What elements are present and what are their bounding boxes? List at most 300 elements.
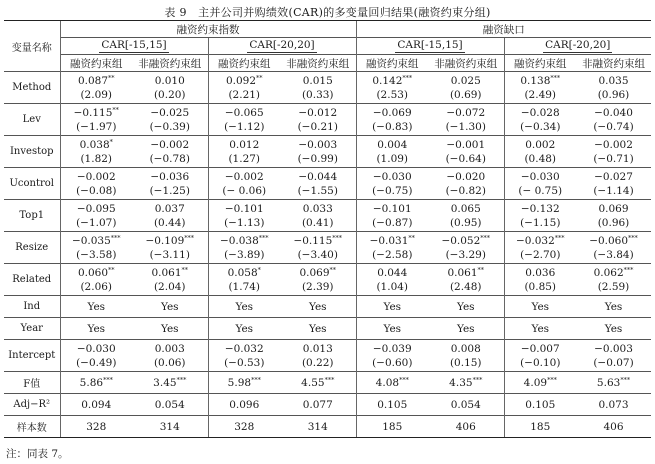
- coefficient: [209, 202, 281, 216]
- t-statistic: (−3.84): [593, 248, 634, 261]
- regression-table: [4, 20, 651, 438]
- stat-cell: [356, 372, 428, 394]
- coef-cell: [280, 232, 356, 264]
- window-header: CAR[-20,20]: [208, 38, 356, 55]
- t-statistic: (2.48): [449, 280, 482, 293]
- coefficient: [132, 342, 208, 356]
- coef-value: 0.036: [525, 266, 556, 279]
- t-statistic: (−1.14): [593, 184, 634, 197]
- coefficient: [61, 342, 133, 356]
- stat-value: 0.096: [229, 398, 260, 411]
- coef-cell: [428, 136, 504, 168]
- fixed-effect-cell: Yes: [60, 296, 132, 318]
- t-statistic: (2.06): [80, 280, 113, 293]
- t-statistic: (−0.64): [445, 152, 486, 165]
- stat-cell: [208, 394, 280, 416]
- fixed-effect-cell: Yes: [356, 318, 428, 340]
- significance-stars: **: [329, 265, 337, 274]
- coef-cell: [60, 168, 132, 200]
- coef-value: −0.027: [594, 170, 633, 183]
- coef-value: −0.072: [446, 106, 486, 119]
- coefficient: [280, 74, 356, 88]
- coef-cell: [132, 232, 208, 264]
- row-variable-name: Ind: [4, 296, 60, 318]
- t-statistic: (−0.60): [372, 356, 413, 369]
- coef-value: 0.138: [520, 74, 551, 87]
- t-statistic: (0.96): [597, 216, 630, 229]
- coef-value: −0.095: [76, 202, 116, 215]
- coef-value: 0.069: [598, 202, 629, 215]
- coefficient: [357, 342, 429, 356]
- coef-cell: [356, 72, 428, 104]
- t-statistic: (−1.97): [76, 120, 117, 133]
- fixed-effect-cell: Yes: [60, 318, 132, 340]
- coef-value: −0.032: [515, 234, 555, 247]
- coef-value: −0.040: [594, 106, 633, 119]
- coef-cell: [576, 136, 651, 168]
- stat-cell: [208, 416, 280, 438]
- t-statistic: (−0.21): [297, 120, 338, 133]
- coefficient: [576, 342, 651, 356]
- coef-cell: [356, 168, 428, 200]
- stat-cell: [132, 394, 208, 416]
- coef-value: −0.003: [298, 138, 338, 151]
- coefficient: [357, 266, 429, 280]
- t-statistic: (−0.83): [372, 120, 413, 133]
- coef-value: −0.003: [594, 342, 633, 355]
- coef-value: −0.060: [589, 234, 629, 247]
- coef-value: −0.101: [372, 202, 412, 215]
- coefficient: [132, 234, 208, 248]
- significance-stars: ***: [176, 375, 187, 384]
- row-variable-name: Method: [4, 72, 60, 104]
- fixed-effect-cell: Yes: [428, 318, 504, 340]
- coef-cell: [208, 200, 280, 232]
- coef-value: −0.020: [446, 170, 486, 183]
- coef-value: −0.028: [520, 106, 560, 119]
- coef-value: 0.069: [299, 266, 330, 279]
- coef-cell: [208, 136, 280, 168]
- coef-cell: [132, 104, 208, 136]
- coefficient: [357, 170, 429, 184]
- coef-value: −0.109: [145, 234, 185, 247]
- coef-value: 0.061: [151, 266, 182, 279]
- coefficient: [132, 106, 208, 120]
- coefficient: [61, 138, 133, 152]
- stat-value: 5.63: [596, 376, 621, 389]
- t-statistic: (1.09): [376, 152, 409, 165]
- coefficient: [280, 106, 356, 120]
- coef-cell: [356, 232, 428, 264]
- coefficient: [576, 202, 651, 216]
- stat-cell: [132, 372, 208, 394]
- significance-stars: ***: [110, 233, 121, 242]
- stat-value: 3.45: [153, 376, 177, 389]
- coef-cell: [208, 264, 280, 296]
- coefficient: [209, 342, 281, 356]
- coef-cell: [576, 264, 651, 296]
- coef-value: −0.052: [441, 234, 481, 247]
- coefficient: [132, 138, 208, 152]
- stat-cell: [504, 416, 576, 438]
- t-statistic: (−1.55): [297, 184, 338, 197]
- significance-stars: ***: [258, 233, 269, 242]
- coef-cell: [504, 232, 576, 264]
- coefficient: [357, 106, 429, 120]
- significance-stars: ***: [554, 233, 565, 242]
- table-row: [4, 340, 651, 372]
- coef-value: −0.115: [73, 106, 113, 119]
- coef-value: −0.069: [372, 106, 412, 119]
- coef-value: 0.025: [450, 74, 481, 87]
- t-statistic: (0.69): [449, 88, 482, 101]
- fixed-effect-cell: Yes: [504, 296, 576, 318]
- coef-value: −0.044: [298, 170, 338, 183]
- stat-value: 0.054: [450, 398, 481, 411]
- coefficient: [357, 138, 429, 152]
- t-statistic: (0.22): [301, 356, 334, 369]
- coef-value: 0.003: [154, 342, 185, 355]
- stat-value: 0.105: [377, 398, 408, 411]
- t-statistic: (0.48): [524, 152, 557, 165]
- coef-cell: [208, 72, 280, 104]
- t-statistic: (1.27): [228, 152, 261, 165]
- coef-value: 0.035: [598, 74, 629, 87]
- t-statistic: (−0.08): [76, 184, 117, 197]
- coef-value: −0.025: [150, 106, 190, 119]
- t-statistic: (− 0.75): [518, 184, 563, 197]
- coef-value: 0.015: [302, 74, 333, 87]
- coef-cell: [428, 340, 504, 372]
- t-statistic: (0.33): [301, 88, 334, 101]
- significance-stars: ***: [550, 73, 561, 82]
- stat-value: 185: [530, 420, 551, 433]
- coef-value: −0.132: [520, 202, 560, 215]
- coef-value: −0.030: [372, 170, 412, 183]
- significance-stars: ***: [547, 375, 557, 384]
- coef-cell: [280, 340, 356, 372]
- coef-cell: [208, 104, 280, 136]
- coef-value: 0.061: [447, 266, 478, 279]
- significance-stars: ***: [332, 233, 343, 242]
- coefficient: [428, 202, 504, 216]
- coef-cell: [280, 104, 356, 136]
- coefficient: [505, 342, 577, 356]
- table-body: [4, 72, 651, 438]
- row-variable-name: Intercept: [4, 340, 60, 372]
- coefficient: [576, 74, 651, 88]
- t-statistic: (0.41): [301, 216, 334, 229]
- significance-stars: ***: [402, 73, 413, 82]
- table-row: [4, 104, 651, 136]
- coefficient: [505, 170, 577, 184]
- coefficient: [61, 202, 133, 216]
- significance-stars: **: [408, 233, 415, 242]
- stat-value: 314: [159, 420, 180, 433]
- coefficient: [505, 266, 577, 280]
- coefficient: [505, 202, 577, 216]
- t-statistic: (2.49): [524, 88, 557, 101]
- coef-cell: [504, 264, 576, 296]
- stat-value: 0.105: [525, 398, 556, 411]
- coefficient: [357, 234, 429, 248]
- window-header: CAR[-20,20]: [504, 38, 651, 55]
- table-note: 注：同表 7。: [6, 448, 69, 460]
- coef-cell: [132, 340, 208, 372]
- window-header: CAR[-15,15]: [60, 38, 208, 55]
- coef-value: −0.039: [372, 342, 412, 355]
- fixed-effect-cell: Yes: [280, 296, 356, 318]
- table-row: [4, 372, 651, 394]
- stat-cell: [356, 394, 428, 416]
- coef-cell: [576, 340, 651, 372]
- subgroup-header: 融资约束组: [504, 55, 576, 72]
- coefficient: [505, 74, 577, 88]
- coef-cell: [576, 72, 651, 104]
- t-statistic: (−3.29): [445, 248, 486, 261]
- t-statistic: (−0.75): [372, 184, 413, 197]
- fixed-effect-cell: Yes: [356, 296, 428, 318]
- stat-value: 4.55: [301, 376, 325, 389]
- t-statistic: (0.44): [153, 216, 186, 229]
- fixed-effect-cell: Yes: [576, 296, 651, 318]
- coefficient: [576, 106, 651, 120]
- coef-cell: [132, 136, 208, 168]
- stat-cell: [576, 416, 651, 438]
- fixed-effect-cell: Yes: [504, 318, 576, 340]
- stat-cell: [60, 394, 132, 416]
- coef-cell: [60, 200, 132, 232]
- significance-stars: *: [109, 137, 113, 146]
- stat-cell: [576, 372, 651, 394]
- coef-cell: [504, 200, 576, 232]
- t-statistic: (−0.34): [520, 120, 561, 133]
- coef-cell: [280, 136, 356, 168]
- row-variable-name: Top1: [4, 200, 60, 232]
- row-variable-name: Related: [4, 264, 60, 296]
- subgroup-header: 非融资约束组: [280, 55, 356, 72]
- coef-value: −0.012: [298, 106, 338, 119]
- t-statistic: (0.20): [153, 88, 186, 101]
- coef-value: 0.002: [525, 138, 556, 151]
- coef-cell: [60, 104, 132, 136]
- coefficient: [61, 106, 133, 120]
- coef-value: −0.001: [446, 138, 486, 151]
- coef-value: −0.002: [224, 170, 264, 183]
- coef-value: 0.008: [450, 342, 481, 355]
- coef-cell: [208, 168, 280, 200]
- coefficient: [209, 266, 281, 280]
- stat-value: 4.08: [375, 376, 400, 389]
- stat-cell: [504, 372, 576, 394]
- coef-cell: [428, 72, 504, 104]
- coefficient: [61, 74, 133, 88]
- stat-cell: [280, 372, 356, 394]
- coef-value: −0.002: [594, 138, 633, 151]
- coef-cell: [60, 232, 132, 264]
- stat-value: 328: [234, 420, 255, 433]
- coef-value: −0.030: [520, 170, 560, 183]
- t-statistic: (1.82): [80, 152, 113, 165]
- table-caption: 表 9 主并公司并购绩效(CAR)的多变量回归结果(融资约束分组): [164, 6, 491, 19]
- stat-value: 4.35: [449, 376, 473, 389]
- t-statistic: (−0.82): [445, 184, 486, 197]
- stat-value: 0.077: [302, 398, 333, 411]
- row-variable-name: 样本数: [4, 416, 60, 438]
- coefficient: [428, 74, 504, 88]
- t-statistic: (−1.07): [76, 216, 117, 229]
- stat-value: 4.09: [523, 376, 548, 389]
- coef-value: −0.035: [71, 234, 111, 247]
- fixed-effect-cell: Yes: [280, 318, 356, 340]
- t-statistic: (−0.87): [372, 216, 413, 229]
- t-statistic: (−0.99): [297, 152, 338, 165]
- coef-cell: [132, 168, 208, 200]
- coef-cell: [576, 200, 651, 232]
- significance-stars: **: [477, 265, 485, 274]
- stat-value: 185: [382, 420, 403, 433]
- significance-stars: ***: [251, 375, 261, 384]
- subgroup-header: 非融资约束组: [132, 55, 208, 72]
- stat-value: 406: [455, 420, 476, 433]
- group-header: 融资缺口: [356, 21, 651, 38]
- coef-value: 0.058: [227, 266, 258, 279]
- coefficient: [280, 234, 356, 248]
- t-statistic: (−3.89): [224, 248, 265, 261]
- coef-cell: [356, 136, 428, 168]
- subgroup-header: 非融资约束组: [428, 55, 504, 72]
- t-statistic: (− 0.06): [222, 184, 267, 197]
- coef-cell: [60, 340, 132, 372]
- coef-value: −0.031: [369, 234, 409, 247]
- coef-value: 0.010: [154, 74, 185, 87]
- coefficient: [357, 74, 429, 88]
- stat-cell: [280, 394, 356, 416]
- significance-stars: ***: [628, 233, 638, 242]
- t-statistic: (−0.49): [76, 356, 117, 369]
- significance-stars: **: [256, 73, 263, 82]
- coefficient: [209, 170, 281, 184]
- coef-cell: [132, 72, 208, 104]
- coefficient: [209, 234, 281, 248]
- t-statistic: (2.39): [301, 280, 334, 293]
- t-statistic: (−0.39): [149, 120, 190, 133]
- coef-cell: [576, 104, 651, 136]
- row-variable-name: Ucontrol: [4, 168, 60, 200]
- fixed-effect-cell: Yes: [576, 318, 651, 340]
- significance-stars: ***: [103, 375, 113, 384]
- significance-stars: *: [257, 265, 261, 274]
- coefficient: [576, 138, 651, 152]
- t-statistic: (0.06): [153, 356, 186, 369]
- coefficient: [280, 138, 356, 152]
- t-statistic: (−3.40): [297, 248, 338, 261]
- stat-cell: [60, 416, 132, 438]
- stat-value: 0.073: [598, 398, 629, 411]
- t-statistic: (−2.58): [372, 248, 413, 261]
- coefficient: [428, 170, 504, 184]
- t-statistic: (2.21): [228, 88, 261, 101]
- coef-cell: [428, 264, 504, 296]
- t-statistic: (0.96): [597, 88, 630, 101]
- t-statistic: (−3.11): [149, 248, 190, 261]
- coef-cell: [280, 72, 356, 104]
- significance-stars: **: [108, 265, 115, 274]
- coef-cell: [428, 232, 504, 264]
- coef-cell: [504, 168, 576, 200]
- coefficient: [132, 202, 208, 216]
- coef-value: 0.060: [77, 266, 109, 279]
- table-row: [4, 264, 651, 296]
- coef-cell: [356, 200, 428, 232]
- coef-value: 0.044: [377, 266, 408, 279]
- coef-cell: [428, 200, 504, 232]
- t-statistic: (−1.13): [224, 216, 265, 229]
- coefficient: [428, 234, 504, 248]
- coef-value: −0.101: [224, 202, 264, 215]
- coef-value: −0.036: [150, 170, 190, 183]
- coefficient: [428, 342, 504, 356]
- coefficient: [428, 106, 504, 120]
- stat-cell: [280, 416, 356, 438]
- significance-stars: ***: [399, 375, 409, 384]
- coefficient: [61, 266, 133, 280]
- coefficient: [576, 170, 651, 184]
- coefficient: [280, 170, 356, 184]
- coefficient: [132, 266, 208, 280]
- fixed-effect-cell: Yes: [132, 296, 208, 318]
- coefficient: [132, 74, 208, 88]
- significance-stars: ***: [480, 233, 491, 242]
- coef-value: 0.087: [77, 74, 109, 87]
- significance-stars: ***: [623, 265, 634, 274]
- t-statistic: (−0.74): [593, 120, 634, 133]
- stat-cell: [60, 372, 132, 394]
- coef-cell: [504, 340, 576, 372]
- window-header: CAR[-15,15]: [356, 38, 504, 55]
- coef-cell: [280, 200, 356, 232]
- coef-cell: [280, 168, 356, 200]
- coef-value: −0.002: [150, 138, 190, 151]
- coef-value: 0.062: [593, 266, 624, 279]
- coefficient: [61, 170, 133, 184]
- t-statistic: (−3.58): [76, 248, 117, 261]
- coef-value: 0.065: [450, 202, 481, 215]
- coefficient: [280, 342, 356, 356]
- stat-cell: [576, 394, 651, 416]
- fixed-effect-cell: Yes: [132, 318, 208, 340]
- row-variable-name: Investop: [4, 136, 60, 168]
- coef-cell: [132, 200, 208, 232]
- coefficient: [209, 138, 281, 152]
- t-statistic: (0.85): [524, 280, 557, 293]
- t-statistic: (2.59): [597, 280, 630, 293]
- coef-value: 0.038: [79, 138, 110, 151]
- significance-stars: ***: [324, 375, 335, 384]
- table-row: [4, 232, 651, 264]
- stat-value: 406: [603, 420, 624, 433]
- coef-cell: [356, 340, 428, 372]
- table-row: [4, 136, 651, 168]
- row-variable-name: Lev: [4, 104, 60, 136]
- stat-value: 5.98: [227, 376, 252, 389]
- coef-cell: [428, 104, 504, 136]
- stat-cell: [208, 372, 280, 394]
- significance-stars: **: [181, 265, 189, 274]
- coefficient: [505, 138, 577, 152]
- stat-cell: [428, 416, 504, 438]
- subgroup-header: 非融资约束组: [576, 55, 651, 72]
